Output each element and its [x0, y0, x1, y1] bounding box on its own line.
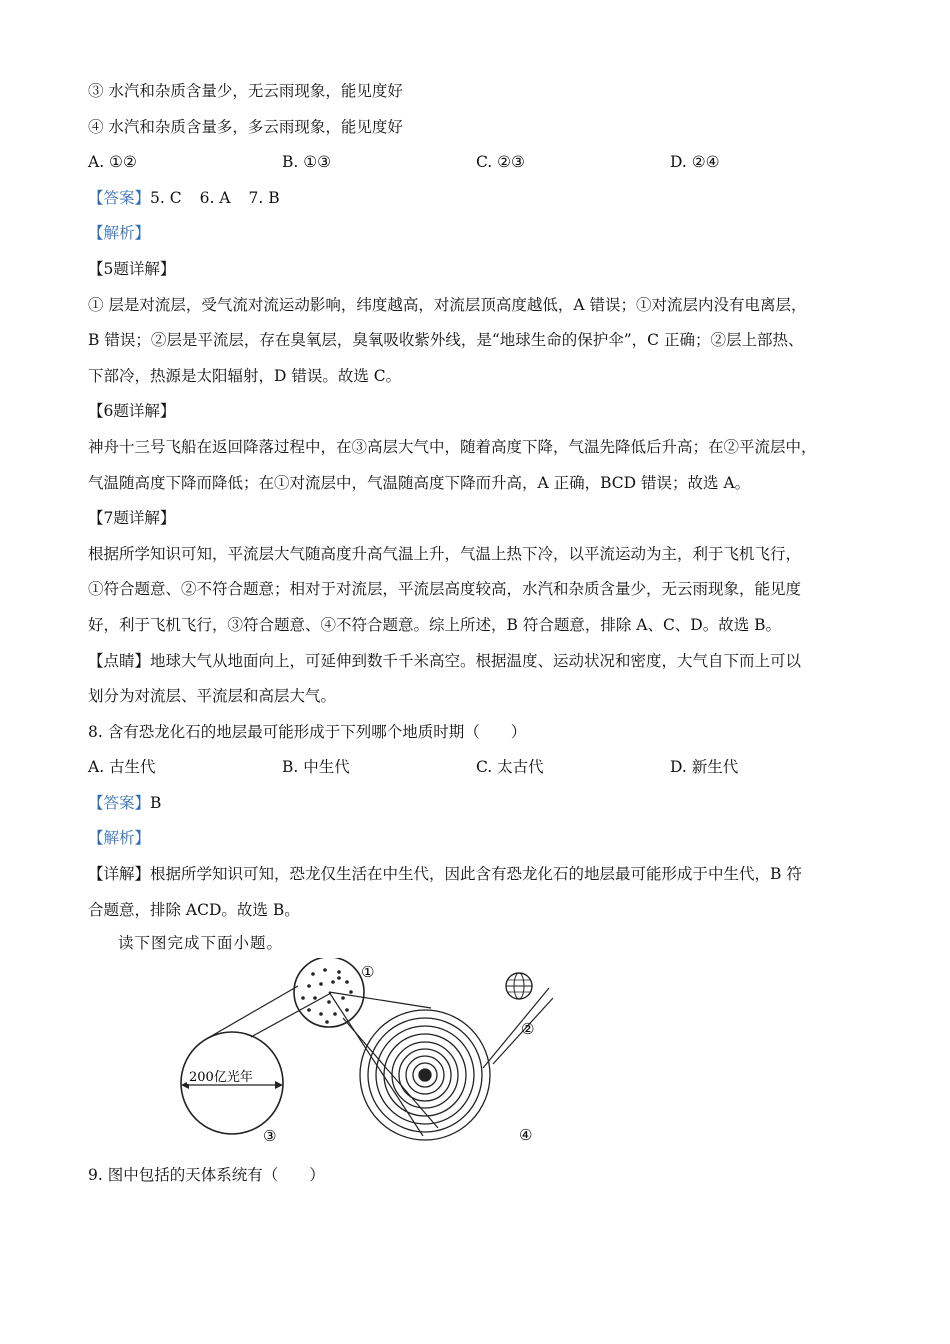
q7-detail-line: ①符合题意、②不符合题意；相对于对流层，平流层高度较高，水汽和杂质含量少，无云雨现象，能见度	[88, 580, 802, 599]
q8-detail-line: 【详解】根据所学知识可知，恐龙仅生活在中生代，因此含有恐龙化石的地层最可能形成于中生代，B 符	[88, 865, 802, 884]
star-dot	[301, 996, 305, 1000]
star-dot	[345, 980, 349, 984]
tip-line: 划分为对流层、平流层和高层大气。	[88, 687, 337, 706]
star-dots	[301, 968, 353, 1024]
answer-5-7	[88, 181, 878, 217]
star-dot	[337, 976, 341, 980]
question-9: 9. 图中包括的天体系统有（ ）	[88, 1166, 325, 1185]
q8-options	[88, 750, 878, 786]
option-a: A. 古生代	[88, 758, 156, 777]
option-d: D. ②④	[670, 153, 720, 172]
star-dot	[345, 1008, 349, 1012]
star-dot	[349, 990, 353, 994]
option-d: D. 新生代	[670, 758, 739, 777]
star-dot	[333, 1012, 337, 1016]
star-dot	[307, 1008, 311, 1012]
star-dot	[337, 970, 341, 974]
option-a: A. ①②	[88, 153, 137, 172]
analysis-tag: 【解析】	[88, 224, 151, 243]
star-dot	[325, 1020, 329, 1024]
option-c: C. 太古代	[476, 758, 544, 777]
label-two: ②	[521, 1020, 535, 1039]
q7-detail-line: 根据所学知识可知，平流层大气随高度升高气温上升，气温上热下冷，以平流运动为主，利于飞机飞行，	[88, 544, 802, 563]
star-dot	[319, 982, 323, 986]
statement-3: ③ 水汽和杂质含量少，无云雨现象，能见度好	[88, 82, 403, 100]
star-dot	[327, 1000, 331, 1004]
label-three: ③	[263, 1127, 277, 1146]
q5-detail-line: 下部冷，热源是太阳辐射，D 错误。故选 C。	[88, 366, 402, 385]
q5-detail-line: ① 层是对流层，受气流对流运动影响，纬度越高，对流层顶高度越低，A 错误；①对流层内没有电离层，	[88, 295, 807, 314]
tip-line: 【点睛】地球大气从地面向上，可延伸到数千千米高空。根据温度、运动状况和密度，大气自下而上可以	[88, 651, 802, 670]
option-b: B. ①③	[282, 153, 332, 172]
q6-detail-line: 气温随高度下降而降低；在①对流层中，气温随高度下降而升高，A 正确，BCD 错误；故选 A。	[88, 473, 751, 492]
orbit-rings	[360, 1010, 490, 1140]
connector-line	[329, 992, 431, 1008]
star-dot	[313, 996, 317, 1000]
distance-label: 200亿光年	[189, 1070, 253, 1086]
statement-4: ④ 水汽和杂质含量多，多云雨现象，能见度好	[88, 117, 403, 136]
answer-tag: 【答案】	[88, 188, 151, 207]
q6-detail-line: 神舟十三号飞船在返回降落过程中，在③高层大气中，随着高度下降，气温先降低后升高；在②平流层中，	[88, 437, 817, 456]
analysis-tag: 【解析】	[88, 829, 151, 848]
star-dot	[307, 984, 311, 988]
answer-8-value: B	[150, 793, 162, 812]
answer-8	[88, 786, 878, 822]
answer-tag: 【答案】	[88, 793, 151, 812]
connector-line	[251, 993, 331, 1037]
q5-detail-line: B 错误；②层是平流层，存在臭氧层，臭氧吸收紫外线，是“地球生命的保护伞”，C 正确；②层上部热、	[88, 331, 804, 350]
answer-6: 6. A	[199, 188, 231, 207]
q7-options	[88, 145, 878, 181]
arrow-right	[275, 1081, 283, 1089]
q7-detail-head: 【7题详解】	[88, 509, 176, 528]
option-b: B. 中生代	[282, 758, 350, 777]
orbit-ring	[419, 1069, 431, 1081]
label-four: ④	[519, 1126, 533, 1145]
celestial-systems-figure	[133, 958, 553, 1158]
label-one: ①	[361, 963, 375, 982]
connector-line	[208, 986, 298, 1038]
figure-svg	[133, 958, 553, 1158]
connector-line	[483, 988, 549, 1068]
star-dot	[323, 968, 327, 972]
star-dot	[341, 996, 345, 1000]
figure-caption: 读下图完成下面小题。	[118, 934, 284, 953]
question-8: 8. 含有恐龙化石的地层最可能形成于下列哪个地质时期（ ）	[88, 722, 527, 741]
document-page	[88, 74, 878, 1194]
star-dot	[331, 980, 335, 984]
q6-detail-head: 【6题详解】	[88, 402, 176, 421]
q8-detail-line: 合题意，排除 ACD。故选 B。	[88, 900, 300, 919]
star-dot	[311, 972, 315, 976]
answer-7: 7. B	[248, 188, 280, 207]
answer-5: 5. C	[150, 188, 182, 207]
star-dot	[319, 1012, 323, 1016]
q7-detail-line: 好，利于飞机飞行，③符合题意、④不符合题意。综上所述，B 符合题意，排除 A、C、D。故选 B。	[88, 615, 782, 634]
q5-detail-head: 【5题详解】	[88, 259, 176, 278]
option-c: C. ②③	[476, 153, 525, 172]
